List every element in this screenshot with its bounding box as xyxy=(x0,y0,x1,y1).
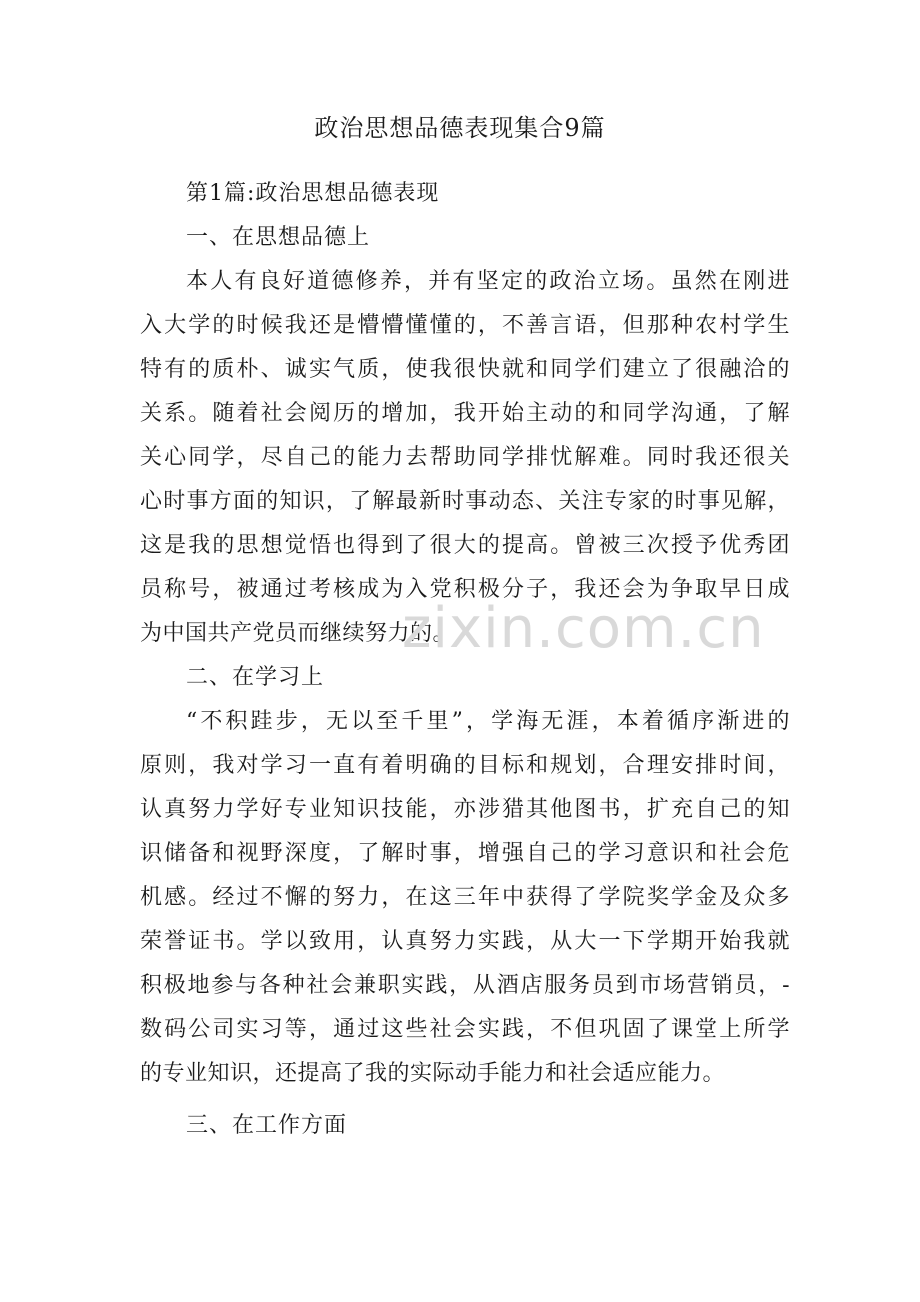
paragraph-line: 积极地参与各种社会兼职实践，从酒店服务员到市场营销员，- xyxy=(140,973,790,998)
watermark: zixin.com.cn xyxy=(402,596,765,661)
paragraph-line: 心时事方面的知识，了解最新时事动态、关注专家的时事见解， xyxy=(140,489,790,514)
paragraph-line: 关系。随着社会阅历的增加，我开始主动的和同学沟通，了解 xyxy=(140,401,790,426)
paragraph-line: “不积跬步，无以至千里”，学海无涯，本着循序渐进的 xyxy=(186,709,790,734)
paragraph-line: 的专业知识，还提高了我的实际动手能力和社会适应能力。 xyxy=(140,1061,726,1086)
subsection-heading-thought: 一、在思想品德上 xyxy=(186,225,371,250)
paragraph-line: 这是我的思想觉悟也得到了很大的提高。曾被三次授予优秀团 xyxy=(140,533,790,558)
paragraph-line: 入大学的时候我还是懵懵懂懂的，不善言语，但那种农村学生 xyxy=(140,313,790,338)
paragraph-line: 为中国共产党员而继续努力的。 xyxy=(140,621,456,646)
subsection-heading-work: 三、在工作方面 xyxy=(186,1113,348,1138)
subsection-heading-study: 二、在学习上 xyxy=(186,665,325,690)
paragraph-line: 员称号，被通过考核成为入党积极分子，我还会为争取早日成 xyxy=(140,577,790,602)
paragraph-line: 原则，我对学习一直有着明确的目标和规划，合理安排时间， xyxy=(140,753,790,778)
section-heading: 第1篇:政治思想品德表现 xyxy=(186,181,440,206)
paragraph-line: 机感。经过不懈的努力，在这三年中获得了学院奖学金及众多 xyxy=(140,885,790,910)
paragraph-line: 认真努力学好专业知识技能，亦涉猎其他图书，扩充自己的知 xyxy=(140,797,790,822)
paragraph-thought xyxy=(140,260,790,656)
paragraph-line: 数码公司实习等，通过这些社会实践，不但巩固了课堂上所学 xyxy=(140,1017,790,1042)
paragraph-line: 识储备和视野深度，了解时事，增强自己的学习意识和社会危 xyxy=(140,841,790,866)
paragraph-line: 关心同学，尽自己的能力去帮助同学排忧解难。同时我还很关 xyxy=(140,445,790,470)
document-body xyxy=(140,172,790,1148)
spacer xyxy=(140,1096,790,1104)
paragraph-line: 特有的质朴、诚实气质，使我很快就和同学们建立了很融洽的 xyxy=(140,357,790,382)
paragraph-study xyxy=(140,700,790,1096)
paragraph-line: 荣誉证书。学以致用，认真努力实践，从大一下学期开始我就 xyxy=(140,929,790,954)
paragraph-line: 本人有良好道德修养，并有坚定的政治立场。虽然在刚进 xyxy=(186,269,790,294)
document-title: 政治思想品德表现集合9篇 xyxy=(314,114,606,142)
